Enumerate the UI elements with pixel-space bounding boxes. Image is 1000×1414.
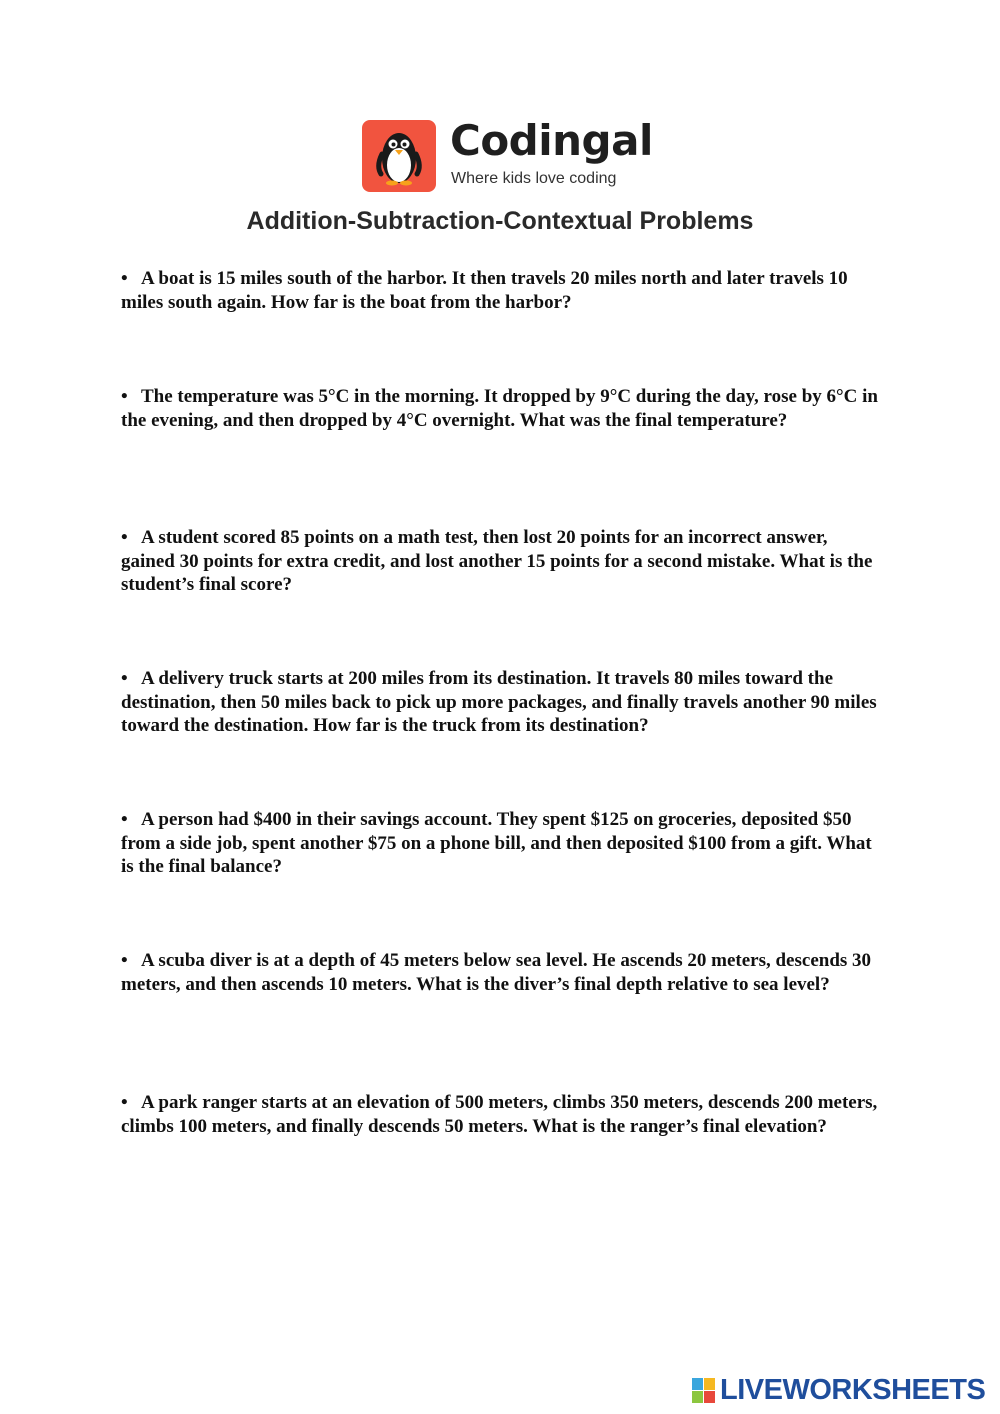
bullet-icon: • [121, 268, 128, 289]
worksheet-title: Addition-Subtraction-Contextual Problems [246, 207, 754, 235]
problem-text: A scuba diver is at a depth of 45 meters below sea level. He ascends 20 meters, descends 30 meters, and then ascends 10 meters. What is the diver’s final depth relative to sea level? [121, 950, 872, 995]
codingal-logo [362, 116, 653, 194]
problem-text: A delivery truck starts at 200 miles from its destination. It travels 80 miles toward the destination, then 50 miles back to pick up more packages, and finally travels another 90 miles toward the destination. How far is the truck from its destination? [121, 668, 877, 736]
problem-text: A person had $400 in their savings account. They spent $125 on groceries, deposited $50 from a side job, spent another $75 on a phone bill, and then deposited $100 from a gift. What is the final balance? [121, 809, 872, 877]
penguin-icon [362, 120, 436, 192]
problem-item [121, 267, 881, 314]
problem-item [121, 949, 881, 996]
brand-tagline: Where kids love coding [451, 170, 617, 187]
problem-item [121, 808, 881, 879]
problem-item [121, 526, 881, 597]
liveworksheets-text: LIVEWORKSHEETS [720, 1374, 986, 1406]
liveworksheets-brand[interactable] [692, 1374, 992, 1410]
bullet-icon: • [121, 527, 128, 548]
bullet-icon: • [121, 1092, 128, 1113]
problem-item [121, 1091, 881, 1138]
problem-text: A boat is 15 miles south of the harbor. It then travels 20 miles north and later travels 10 miles south again. How far is the boat from the harbor? [121, 268, 848, 313]
problem-item [121, 385, 881, 432]
bullet-icon: • [121, 809, 128, 830]
problem-text: A student scored 85 points on a math test, then lost 20 points for an incorrect answer, gained 30 points for extra credit, and lost another 15 points for a second mistake. What is the student’s final score? [121, 527, 873, 595]
brand-name: Codingal [450, 116, 653, 165]
problem-item [121, 667, 881, 738]
liveworksheets-logo-icon [692, 1378, 716, 1404]
bullet-icon: • [121, 386, 128, 407]
bullet-icon: • [121, 668, 128, 689]
problem-text: The temperature was 5°C in the morning. It dropped by 9°C during the day, rose by 6°C in the evening, and then dropped by 4°C overnight. What was the final temperature? [121, 386, 878, 431]
problem-text: A park ranger starts at an elevation of 500 meters, climbs 350 meters, descends 200 meters, climbs 100 meters, and finally descends 50 meters. What is the ranger’s final elevation? [121, 1092, 878, 1137]
bullet-icon: • [121, 950, 128, 971]
